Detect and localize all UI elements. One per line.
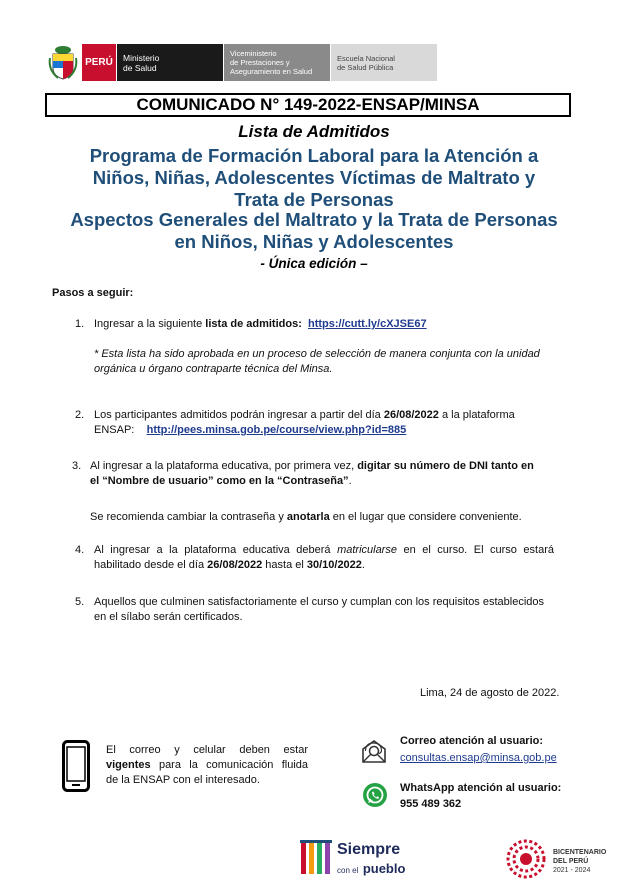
whatsapp-title: WhatsApp atención al usuario:	[400, 782, 562, 794]
siempre-stripes-icon	[300, 838, 334, 878]
viceministerio-label: Viceministerio de Prestaciones y Aseguramiento en Salud	[223, 44, 330, 81]
step-4-number: 4.	[75, 544, 85, 556]
step-5-text: Aquellos que culminen satisfactoriamente el curso y cumplan con los requisitos establecidos en el sílabo serán certificados.	[94, 596, 545, 623]
correo-title: Correo atención al usuario:	[400, 735, 544, 747]
document-title: COMUNICADO N° 149-2022-ENSAP/MINSA	[45, 93, 571, 117]
peru-label: PERÚ	[82, 44, 116, 81]
programa-heading: Programa de Formación Laboral para la Atención a Niños, Niñas, Adolescentes Víctimas de Maltrato y Trata de Personas	[89, 145, 539, 210]
aspectos-heading: Aspectos Generales del Maltrato y la Trata de Personas en Niños, Niñas y Adolescentes	[70, 209, 558, 252]
lista-heading: Lista de Admitidos	[238, 122, 390, 141]
step-3-number: 3.	[72, 460, 82, 472]
correo-link[interactable]: consultas.ensap@minsa.gob.pe	[400, 752, 557, 764]
edicion-label: - Única edición –	[260, 256, 368, 271]
bicentenario-emblem-icon	[505, 838, 547, 880]
admitidos-link[interactable]: https://cutt.ly/cXJSE67	[308, 318, 427, 330]
step-3-recommendation: Se recomienda cambiar la contraseña y anotarla en el lugar que considere conveniente.	[90, 511, 522, 523]
contact-info-text: El correo y celular deben estar vigentes para la comunicación fluida de la ENSAP con el interesado.	[106, 744, 308, 786]
step-1-note: * Esta lista ha sido aprobada en un proceso de selección de manera conjunta con la unidad orgánica u órgano contraparte técnica del Minsa.	[94, 348, 540, 375]
step-3-text: Al ingresar a la plataforma educativa, por primera vez, digitar su número de DNI tanto en el “Nombre de usuario” como en la “Contraseña”.	[90, 460, 534, 487]
escuela-label: Escuela Nacional de Salud Pública	[330, 44, 437, 81]
pasos-heading: Pasos a seguir:	[52, 287, 134, 299]
step-5-number: 5.	[75, 596, 85, 608]
email-icon	[360, 737, 388, 765]
peru-coat-of-arms-icon	[48, 44, 78, 81]
mobile-phone-icon	[62, 740, 90, 792]
header-logos	[48, 44, 437, 81]
step-1-number: 1.	[75, 318, 85, 330]
ministerio-label: Ministerio de Salud	[116, 44, 223, 81]
whatsapp-number: 955 489 362	[400, 798, 462, 810]
bicentenario-logo: BICENTENARIO DEL PERÚ 2021 - 2024	[505, 838, 615, 884]
step-2-number: 2.	[75, 409, 85, 421]
step-4-text: Al ingresar a la plataforma educativa deberá matricularse en el curso. El curso estará habilitado desde el día 26/08/2022 hasta el 30/10/2022.	[94, 544, 555, 571]
course-link[interactable]: http://pees.minsa.gob.pe/course/view.php?id=885	[146, 424, 407, 436]
step-2-text: Los participantes admitidos podrán ingresar a partir del día 26/08/2022 a la plataforma ENSAP: http://pees.minsa.gob.pe/course/view.php?id=885	[94, 409, 515, 436]
siempre-con-el-pueblo-logo: Siempre con el pueblo	[300, 838, 410, 880]
document-date: Lima, 24 de agosto de 2022.	[420, 687, 560, 699]
whatsapp-icon	[362, 782, 388, 808]
step-1-text: Ingresar a la siguiente lista de admitidos: https://cutt.ly/cXJSE67	[94, 318, 427, 330]
